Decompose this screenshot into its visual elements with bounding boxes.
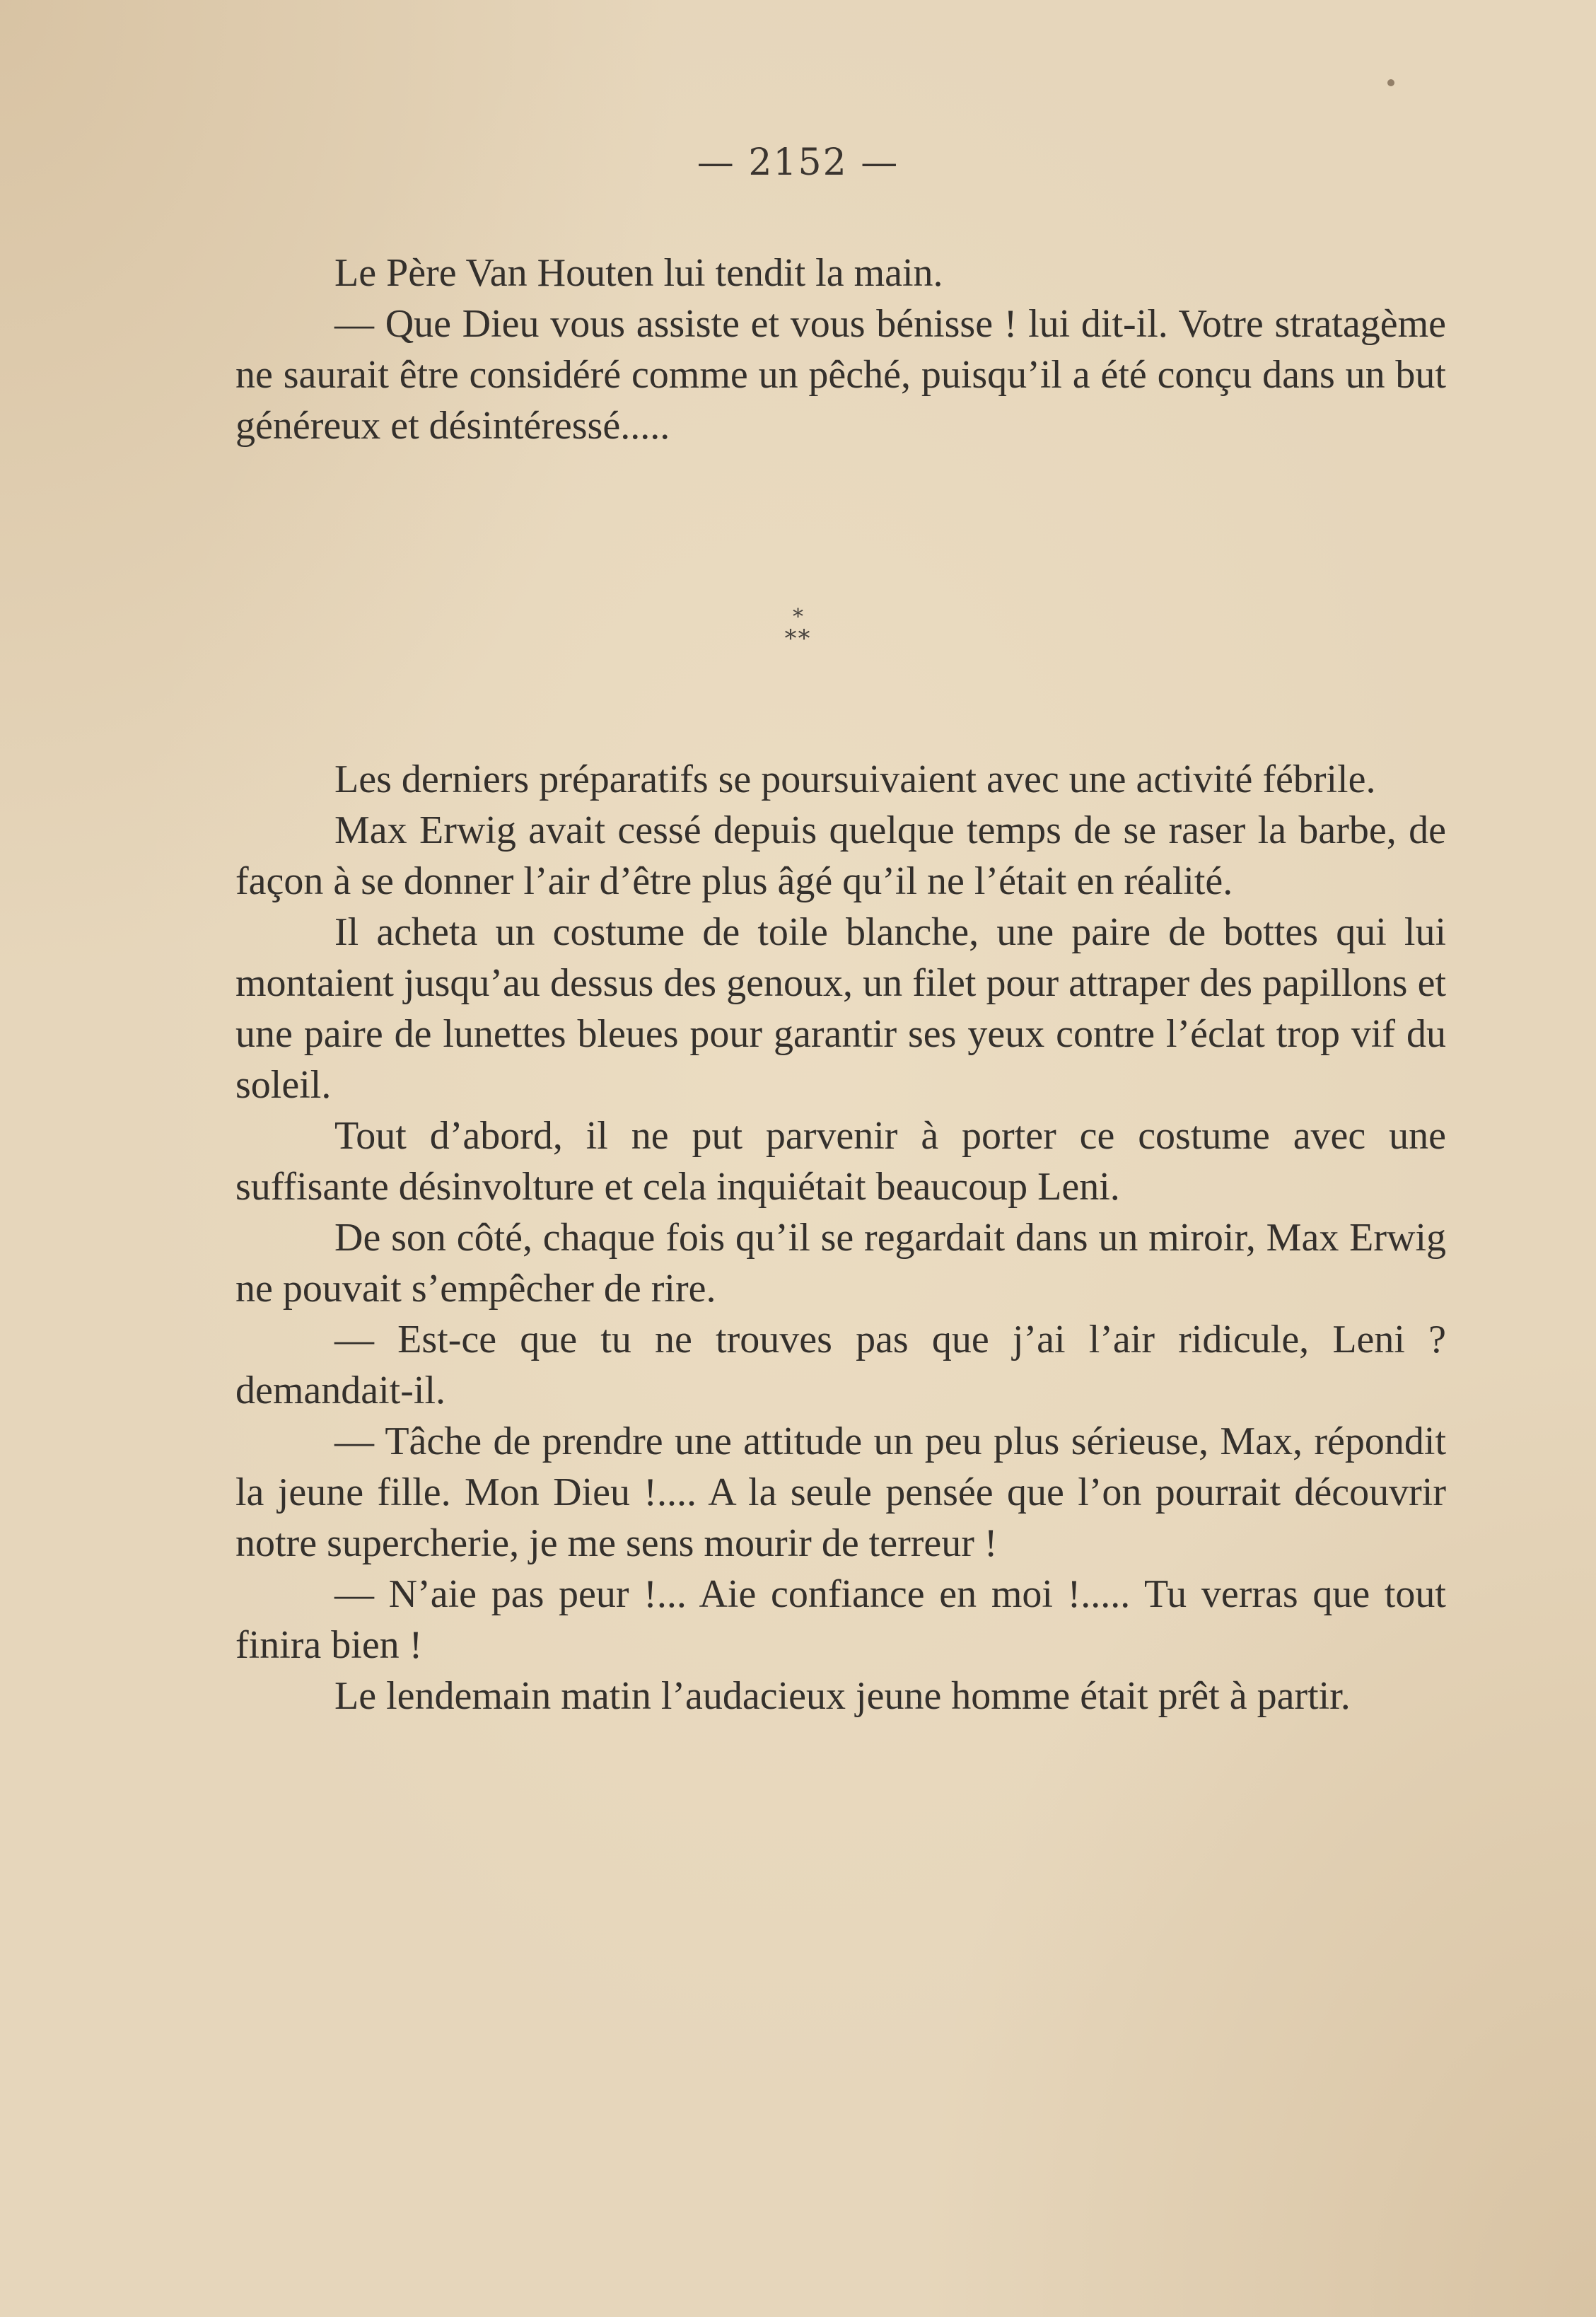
section-separator: [0, 605, 1596, 653]
section-2-text: [235, 754, 1446, 1721]
paragraph: — Que Dieu vous assiste et vous bénisse ! lui dit-il. Votre stratagème ne saurait être considéré comme un pêché, puisqu’il a été conçu dans un but généreux et désintéressé.....: [235, 302, 1446, 448]
paragraph: Les derniers préparatifs se poursuivaient avec une activité fébrile.: [334, 757, 1376, 801]
paragraph: Tout d’abord, il ne put parvenir à porter ce costume avec une suffisante désinvolture et cela inquiétait beaucoup Leni.: [235, 1114, 1446, 1209]
paragraph: — N’aie pas peur !... Aie confiance en moi !..... Tu verras que tout finira bien !: [235, 1572, 1446, 1667]
page-number: — 2152 —: [697, 141, 899, 184]
paragraph: — Est-ce que tu ne trouves pas que j’ai l’air ridicule, Leni ? demandait-il.: [235, 1318, 1446, 1412]
separator-star-top: *: [793, 605, 803, 629]
section-1-text: [235, 248, 1446, 451]
separator-star-bottom: **: [784, 625, 812, 653]
paragraph: Il acheta un costume de toile blanche, une paire de bottes qui lui montaient jusqu’au dessus des genoux, un filet pour attraper des papillons et une paire de lunettes bleues pour garantir ses yeux contre l’éclat trop vif du soleil.: [235, 910, 1446, 1107]
paragraph: Le Père Van Houten lui tendit la main.: [334, 251, 943, 295]
paper-speck: [1387, 79, 1394, 86]
paragraph: De son côté, chaque fois qu’il se regardait dans un miroir, Max Erwig ne pouvait s’empêcher de rire.: [235, 1216, 1446, 1311]
paragraph: Max Erwig avait cessé depuis quelque temps de se raser la barbe, de façon à se donner l’air d’être plus âgé qu’il ne l’était en réalité.: [235, 808, 1446, 903]
paragraph: — Tâche de prendre une attitude un peu plus sérieuse, Max, répondit la jeune fille. Mon Dieu !.... A la seule pensée que l’on pourrait découvrir notre supercherie, je me sens mourir de terreur !: [235, 1419, 1446, 1565]
paragraph: Le lendemain matin l’audacieux jeune homme était prêt à partir.: [334, 1674, 1351, 1718]
